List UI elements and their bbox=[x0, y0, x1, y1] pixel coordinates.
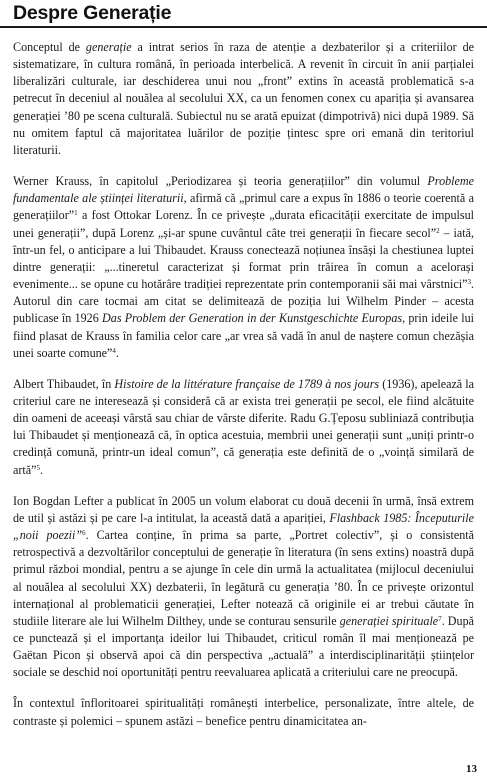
paragraph bbox=[13, 173, 474, 362]
text-run: – iată, într-un fel, o anticipare a lui Thibaudet. Krauss conectează noțiunea însăși la chestiunea luptei dintre generații: „...tineretul caracterizat și format prin trăirea în comun a acelorași evenimente... se opune cu hotărâre tradiției reprezentate prin contemporanii săi mai vârstnici” bbox=[13, 225, 474, 292]
text-run: În contextul înfloritoarei spiritualități românești interbelice, personalizate, între altele, de contraste și polemici – spunem astăzi – benefice pentru dinamicitatea an- bbox=[13, 696, 474, 728]
text-run: Albert Thibaudet, în bbox=[13, 376, 115, 391]
italic-text: generației spirituale bbox=[339, 613, 439, 628]
italic-text: Probleme fundamentale ale științei literaturii bbox=[13, 174, 474, 206]
footnote-ref: 4 bbox=[112, 346, 116, 355]
italic-text: Das Problem der Generation in der Kunstgeschichte Europas bbox=[102, 311, 403, 326]
paragraph bbox=[13, 376, 474, 479]
text-run: Conceptul de bbox=[13, 40, 86, 54]
text-run: . Autorul din care tocmai am citat se delimitează de poziția lui Wilhelm Pinder – acesta publicase în 1926 bbox=[13, 277, 474, 326]
text-run: Ion Bogdan Lefter a publicat în 2005 un volum elaborat cu două decenii în urmă, însă extrem de util și astăzi și pe care l-a intitulat, la această dată a apariției, bbox=[13, 493, 474, 525]
paragraph bbox=[13, 39, 474, 159]
text-run: , afirmă că „primul care a expus în 1886 o teorie coerentă a generațiilor” bbox=[13, 191, 474, 223]
italic-text: generație bbox=[85, 40, 132, 54]
text-run: a intrat serios în raza de atenție a dezbaterilor și a criteriilor de sistematizare, în cultura română, în perioada interbelică. A revenit în circuit în anii parțialei liberalizări culturale, iar deschiderea unui nou „front” extins în această problematică s-a petrecut în deceniul al nouălea al secolului XX, ca un fenomen conex cu apariția și avansarea generației ’80 pe scena culturală. Subiectul nu se arată epuizat (dimpotrivă) nici după 1989. Să nu omitem faptul că majoritatea luărilor de poziție țintesc spre ori emană din teritoriul literaturii. bbox=[13, 40, 474, 157]
text-run: . După ce punctează și el importanța ideilor lui Thibaudet, criticul român îl mai menționează pe Gaëtan Picon și observă apoi că din perspectiva „actuală” a interdisciplinarității științelor sociale se deschid noi oportunități pentru reevaluarea aplicată a criteriului care ne preocupă. bbox=[13, 613, 475, 680]
footnote-ref: 7 bbox=[438, 614, 442, 623]
text-run: a fost Ottokar Lorenz. În ce privește „durata eficacității exercitate de impulsul unei generații”, după Lorenz „și-ar spune cuvântul câte trei generații în fiecare secol” bbox=[13, 208, 474, 240]
text-run: (1936), apelează la criteriul care ne interesează și consideră că ar exista trei generații pe secol, ele fiind alcătuite din oameni de aceeași vârstă sau chiar de vârste diferite. Radu G.Țeposu subliniază contribuția lui Thibaudet și menționează că, în optica acestuia, membrii unei generații sunt „uniți printr-o credință comună, printr-un ideal comun”, că generația este definită de o „voință similară de artă” bbox=[13, 376, 474, 477]
text-run: . bbox=[115, 345, 119, 360]
paragraph bbox=[13, 493, 474, 682]
text-run: . Cartea conține, în prima sa parte, „Portret colectiv”, și o consistentă retrospectivă a dezvoltărilor conceptului de generație în literatura (în sens extins) noastră după primul război mondial, pentru a se ajunge în cele din urmă la actualitatea (mijlocul deceniului al nouălea al secolului XX) dezbaterii, în legătură cu generația ’80. În ce privește orizontul internațional al problematicii generației, Lefter notează că originile ei ar trebui căutate în studiile literare ale lui Wilhelm Dilthey, unde se conturau sensurile bbox=[13, 528, 474, 628]
text-run: . bbox=[40, 462, 44, 477]
article-body bbox=[13, 39, 474, 744]
footnote-ref: 5 bbox=[36, 463, 40, 472]
footnote-ref: 6 bbox=[82, 529, 86, 538]
text-run: Werner Krauss, în capitolul „Periodizarea și teoria generațiilor” din volumul bbox=[13, 174, 428, 189]
text-run: , prin ideile lui fiind plasat de Krauss în familia celor care „ar vrea să vadă în anul de naștere comun chezășia unei soarte comune” bbox=[13, 311, 474, 360]
title-rule bbox=[0, 26, 487, 28]
page-title: Despre Generație bbox=[13, 2, 172, 24]
title-bar bbox=[0, 0, 487, 22]
footnote-ref: 2 bbox=[436, 226, 440, 235]
footnote-ref: 1 bbox=[74, 209, 78, 218]
page-number: 13 bbox=[466, 763, 477, 775]
paragraph bbox=[13, 695, 474, 729]
footnote-ref: 3 bbox=[467, 278, 471, 287]
italic-text: Histoire de la littérature française de 1789 à nos jours bbox=[114, 376, 380, 391]
italic-text: Flashback 1985: Începuturile „noii poezii” bbox=[13, 510, 474, 543]
